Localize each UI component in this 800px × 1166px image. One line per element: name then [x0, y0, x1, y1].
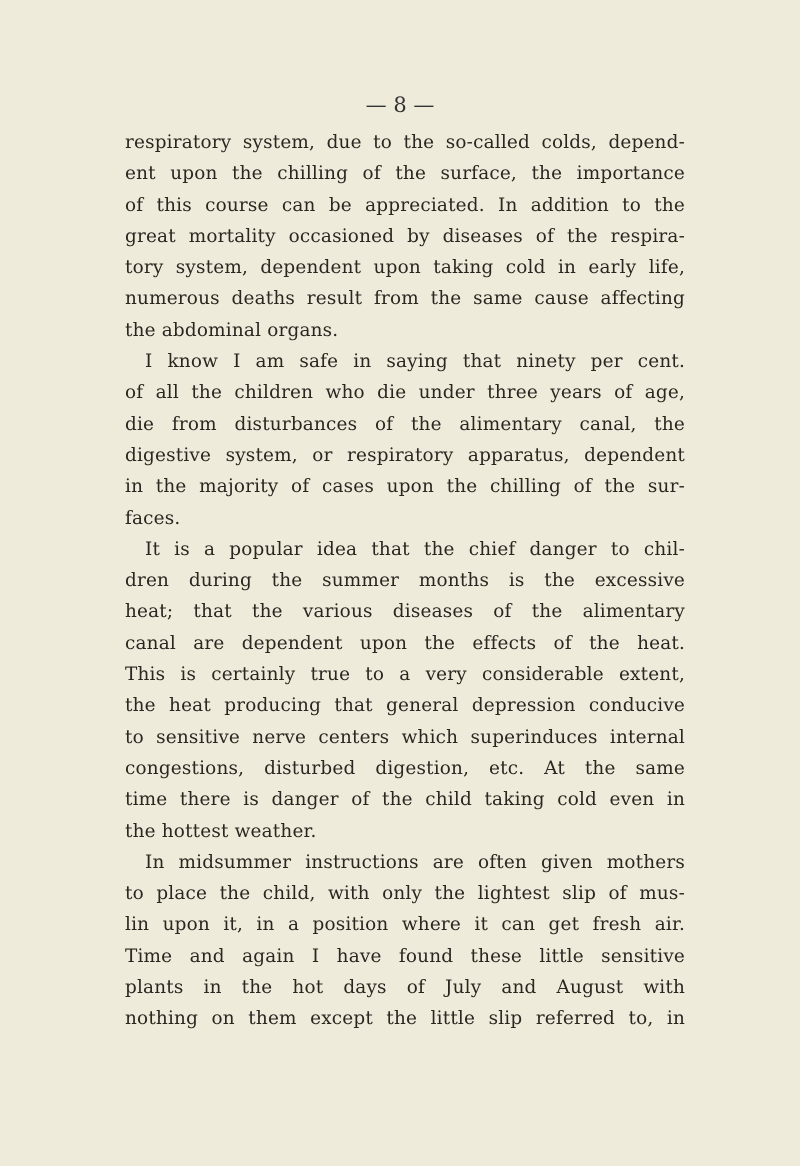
text-line: the hottest weather.	[125, 820, 317, 842]
text-line: numerous deaths result from the same cause affecting	[125, 288, 685, 310]
text-line: dren during the summer months is the excessive	[125, 570, 685, 592]
text-line: respiratory system, due to the so-called colds, depend-	[125, 132, 685, 153]
text-line: ent upon the chilling of the surface, the importance	[125, 163, 685, 185]
text-line: In midsummer instructions are often given mothers	[145, 851, 685, 873]
text-line: Time and again I have found these little sensitive	[125, 945, 685, 967]
text-line: the heat producing that general depression conducive	[125, 695, 685, 717]
text-line: canal are dependent upon the effects of the heat.	[125, 632, 685, 654]
text-line: faces.	[125, 507, 181, 529]
text-line: lin upon it, in a position where it can get fresh air.	[125, 914, 685, 936]
page-number: — 8 —	[365, 93, 435, 117]
text-line: of this course can be appreciated. In addition to the	[125, 194, 685, 216]
text-line: time there is danger of the child taking cold even in	[125, 789, 685, 811]
text-line: to place the child, with only the lightest slip of mus-	[125, 883, 685, 905]
text-line: die from disturbances of the alimentary canal, the	[125, 413, 685, 435]
text-line: plants in the hot days of July and August with	[125, 977, 685, 999]
text-line: It is a popular idea that the chief danger to chil-	[145, 538, 685, 560]
text-line: digestive system, or respiratory apparatus, dependent	[125, 444, 685, 466]
text-line: congestions, disturbed digestion, etc. At the same	[125, 757, 685, 779]
text-line: nothing on them except the little slip referred to, in	[125, 1008, 685, 1030]
text-line: This is certainly true to a very considerable extent,	[125, 664, 685, 686]
text-line: tory system, dependent upon taking cold in early life,	[125, 257, 685, 279]
text-line: great mortality occasioned by diseases of the respira-	[125, 225, 685, 247]
text-line: of all the children who die under three years of age,	[125, 382, 685, 404]
body-text	[125, 127, 685, 1035]
text-line: in the majority of cases upon the chilling of the sur-	[125, 476, 685, 498]
text-line: I know I am safe in saying that ninety per cent.	[145, 351, 685, 373]
text-line: the abdominal organs.	[125, 319, 339, 341]
text-line: heat; that the various diseases of the alimentary	[125, 601, 685, 623]
text-line: to sensitive nerve centers which superinduces internal	[125, 726, 685, 748]
